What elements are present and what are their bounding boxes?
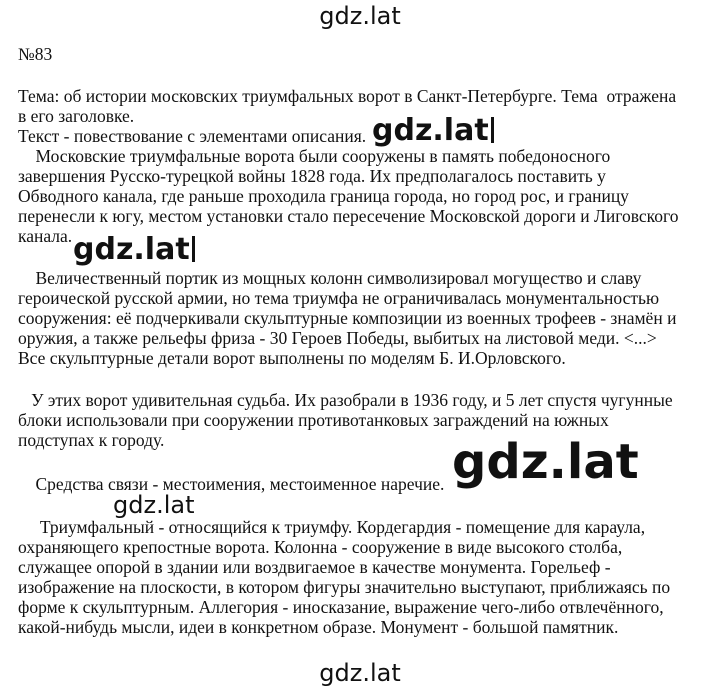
text-line: изображение на плоскости, в котором фигуры значительно выступают, приближаясь по [18, 577, 671, 597]
text-line: какой-нибудь мысли, идеи в конкретном образе. Монумент - большой памятник. [18, 617, 619, 637]
watermark-bottom: gdz.lat [319, 659, 401, 687]
text-line: Триумфальный - относящийся к триумфу. Кордегардия - помещение для караула, [18, 517, 646, 537]
cursor-bar-icon [491, 117, 494, 143]
text-line: в его заголовке. [18, 106, 135, 126]
text-line: перенесли к югу, местом установки стало пересечение Московской дороги и Лиговского [18, 206, 679, 226]
watermark-bold-1: gdz.lat [372, 113, 494, 148]
watermark-bold-2: gdz.lat [73, 232, 195, 267]
text-line: охраняющего крепостные ворота. Колонна - сооружение в виде высокого столба, [18, 537, 623, 557]
text-line: канала. [18, 226, 73, 246]
text-line: Тема: об истории московских триумфальных ворот в Санкт-Петербурге. Тема отражена [18, 86, 677, 106]
text-line: сооружения: её подчеркивали скульптурные композиции из военных трофеев - знамён и [18, 308, 677, 328]
text-line: Текст - повествование с элементами описания. [18, 126, 367, 146]
text-line: героической русской армии, но тема триумфа не ограничивалась монументальностью [18, 288, 660, 308]
cursor-bar-icon [192, 236, 195, 262]
text-line: блоки использовали при сооружении противотанковых заграждений на южных [18, 410, 609, 430]
text-line: У этих ворот удивительная судьба. Их разобрали в 1936 году, и 5 лет спустя чугунные [18, 390, 673, 410]
watermark-top: gdz.lat [319, 2, 401, 30]
text-line: подступах к городу. [18, 430, 165, 450]
text-line: Средства связи - местоимения, местоименное наречие. [18, 474, 445, 494]
text-line: форме к скульптурным. Аллегория - иносказание, выражение чего-либо отвлечённого, [18, 597, 664, 617]
watermark-small: gdz.lat [113, 491, 195, 519]
text-line: Обводного канала, где раньше проходила граница города, но город рос, и границу [18, 186, 629, 206]
text-line: завершения Русско-турецкой войны 1828 года. Их предполагалось поставить у [18, 166, 606, 186]
text-line: оружия, а также рельефы фриза - 30 Героев Победы, выбитых на листовой меди. <...> [18, 328, 657, 348]
watermark-large: gdz.lat [452, 434, 639, 490]
task-number: №83 [18, 44, 53, 64]
text-line: Величественный портик из мощных колонн символизировал могущество и славу [18, 268, 642, 288]
text-line: служащее опорой в здании или воздвигаемое в качестве монумента. Горельеф - [18, 557, 611, 577]
text-line: Московские триумфальные ворота были сооружены в память победоносного [18, 146, 611, 166]
text-line: Все скульптурные детали ворот выполнены по моделям Б. И.Орловского. [18, 348, 566, 368]
